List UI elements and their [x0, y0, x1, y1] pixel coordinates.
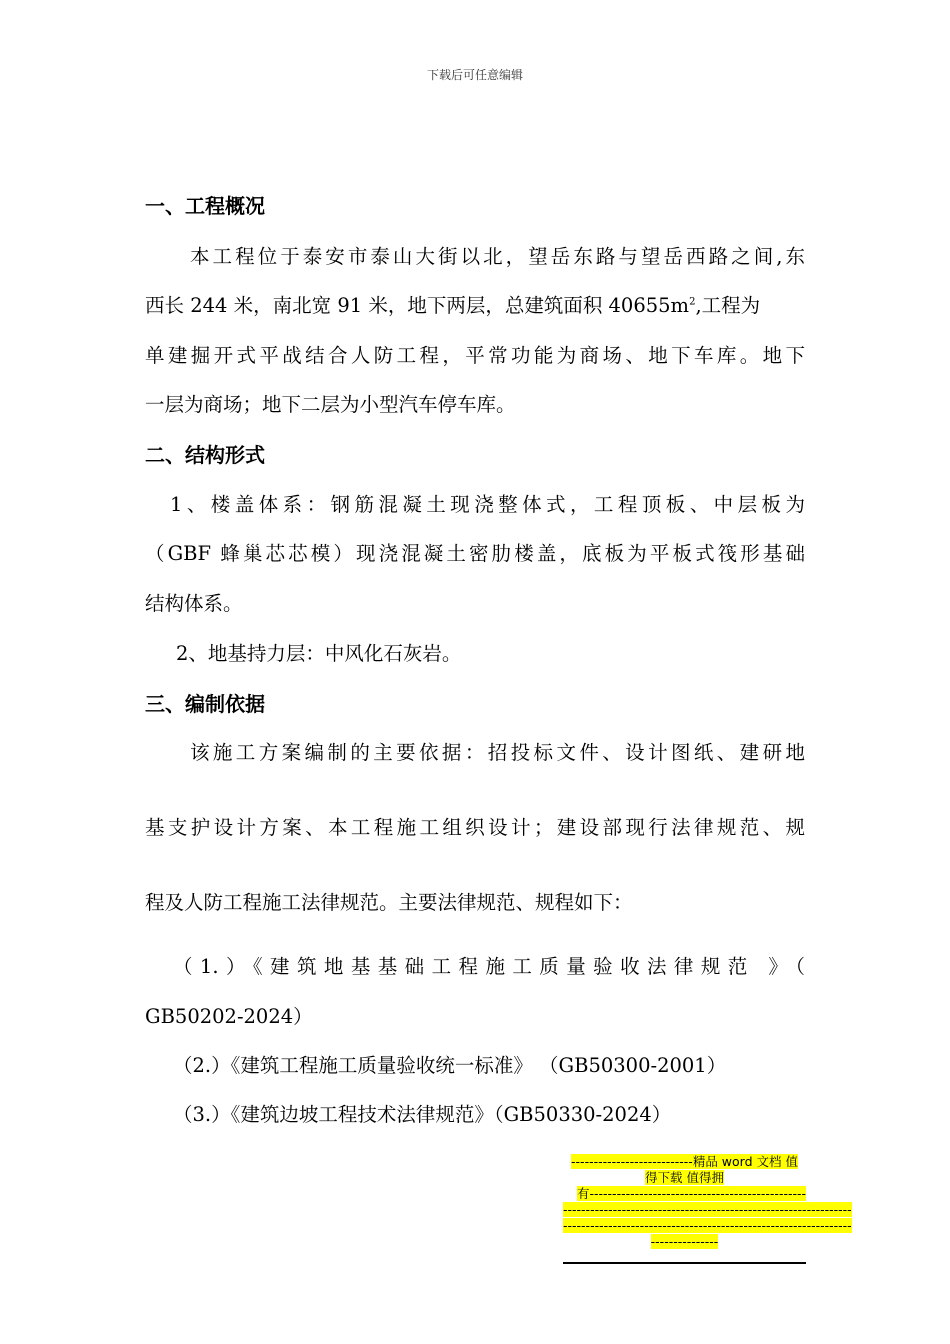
section-heading-overview: 一、工程概况	[145, 194, 265, 218]
section-heading-structure: 二、结构形式	[145, 443, 265, 467]
paragraph-line: 西长 244 米，南北宽 91 米，地下两层，总建筑面积 $40655m^2$,工程为	[145, 294, 761, 317]
reference-item-1-code: GB50202-2024）	[145, 1005, 313, 1028]
paragraph-line: 1、楼盖体系：钢筋混凝土现浇整体式，工程顶板、中层板为	[170, 493, 805, 516]
paragraph-line: （GBF 蜂巢芯芯模）现浇混凝土密肋楼盖，底板为平板式筏形基础	[145, 542, 805, 565]
paragraph-line: 本工程位于泰安市泰山大街以北，望岳东路与望岳西路之间,东	[190, 245, 805, 268]
paragraph-line: 一层为商场；地下二层为小型汽车停车库。	[145, 393, 516, 416]
paragraph-line: 结构体系。	[145, 592, 243, 615]
superscript: 2	[689, 296, 696, 308]
reference-item-1: （1.）《建筑地基基础工程施工质量验收法律规范 》（	[173, 955, 805, 978]
stamp-underline	[563, 1262, 806, 1264]
section-heading-basis: 三、编制依据	[145, 692, 265, 716]
paragraph-line: 2、地基持力层：中风化石灰岩。	[176, 642, 462, 665]
paragraph-line: 单建掘开式平战结合人防工程，平常功能为商场、地下车库。地下	[145, 344, 805, 367]
reference-item-2: （2.）《建筑工程施工质量验收统一标准》 （GB50300-2001）	[173, 1054, 727, 1077]
watermark-stamp: ---------------------------精品 word 文档 值 得下载 值得拥 有------------------------------------------------ ---------------------------------------------------------------- ---------------------------------------------------------------- ---------------	[563, 1154, 852, 1249]
paragraph-line: 程及人防工程施工法律规范。主要法律规范、规程如下：	[145, 891, 633, 914]
page-header: 下载后可任意编辑	[426, 68, 523, 82]
paragraph-line: 该施工方案编制的主要依据：招投标文件、设计图纸、建研地	[190, 741, 805, 764]
reference-item-3: （3.）《建筑边坡工程技术法律规范》（GB50330-2024）	[173, 1103, 672, 1126]
paragraph-line: 基支护设计方案、本工程施工组织设计；建设部现行法律规范、规	[145, 816, 805, 839]
